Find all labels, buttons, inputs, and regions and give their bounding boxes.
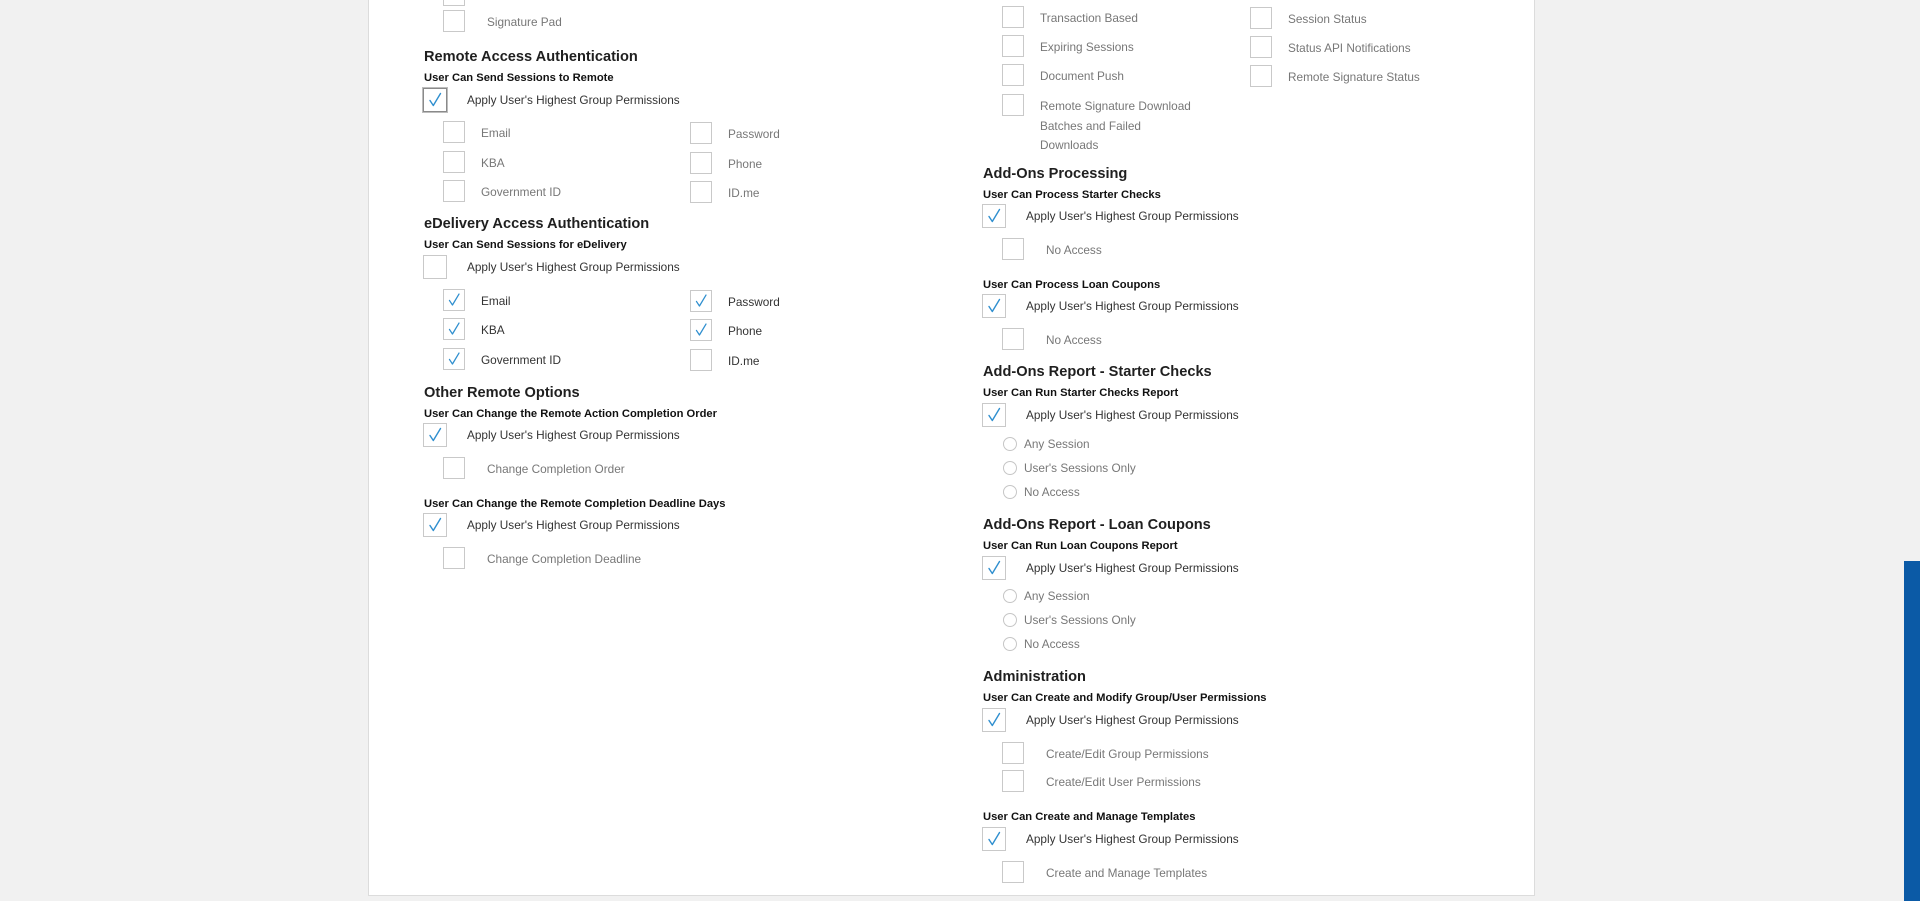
deadline-days-subtitle: User Can Change the Remote Completion Deadline Days [424, 498, 726, 510]
remote-password-label: Password [728, 127, 780, 141]
edelivery-idme-checkbox[interactable] [690, 349, 712, 371]
process-starter-checks-subtitle: User Can Process Starter Checks [983, 189, 1161, 201]
report-loan-users-only-label: User's Sessions Only [1024, 613, 1136, 627]
edelivery-gov-id-checkbox[interactable] [443, 348, 465, 370]
checkmark-icon [424, 424, 446, 446]
create-manage-templates-label: Create and Manage Templates [1046, 866, 1208, 880]
checkmark-icon [983, 205, 1005, 227]
transaction-based-label: Transaction Based [1040, 11, 1138, 25]
starter-checks-no-access-label: No Access [1046, 243, 1102, 257]
edelivery-password-checkbox[interactable] [690, 290, 712, 312]
report-loan-any-session-label: Any Session [1024, 589, 1090, 603]
report-loan-any-session-radio[interactable] [1003, 589, 1017, 603]
checkmark-icon [691, 320, 711, 340]
manage-templates-apply-label: Apply User's Highest Group Permissions [1026, 832, 1239, 846]
checkmark-icon [444, 319, 464, 339]
edelivery-idme-label: ID.me [728, 354, 760, 368]
loan-coupons-no-access-checkbox[interactable] [1002, 328, 1024, 350]
deadline-apply-label: Apply User's Highest Group Permissions [467, 518, 680, 532]
edelivery-phone-checkbox[interactable] [690, 319, 712, 341]
checkmark-icon [983, 404, 1005, 426]
edelivery-apply-highest-label: Apply User's Highest Group Permissions [467, 260, 680, 274]
report-starter-no-access-radio[interactable] [1003, 485, 1017, 499]
change-completion-deadline-label: Change Completion Deadline [487, 552, 642, 566]
transaction-based-checkbox[interactable] [1002, 6, 1024, 28]
report-loan-apply-checkbox[interactable] [982, 556, 1006, 580]
report-loan-subtitle: User Can Run Loan Coupons Report [983, 540, 1178, 552]
remote-idme-label: ID.me [728, 186, 760, 200]
deadline-apply-checkbox[interactable] [423, 513, 447, 537]
edelivery-subtitle: User Can Send Sessions for eDelivery [424, 239, 627, 251]
checkmark-icon [424, 89, 446, 111]
modify-permissions-subtitle: User Can Create and Modify Group/User Permissions [983, 692, 1267, 704]
scrollbar-thumb[interactable] [1904, 561, 1920, 901]
edelivery-kba-checkbox[interactable] [443, 318, 465, 340]
administration-title: Administration [983, 669, 1086, 685]
other-remote-title: Other Remote Options [424, 385, 580, 401]
signature-pad-checkbox[interactable] [443, 10, 465, 32]
checkmark-icon [424, 514, 446, 536]
create-edit-user-permissions-label: Create/Edit User Permissions [1046, 775, 1201, 789]
loan-coupons-apply-checkbox[interactable] [982, 294, 1006, 318]
completion-order-apply-checkbox[interactable] [423, 423, 447, 447]
modify-permissions-apply-label: Apply User's Highest Group Permissions [1026, 713, 1239, 727]
edelivery-email-label: Email [481, 294, 511, 308]
expiring-sessions-checkbox[interactable] [1002, 35, 1024, 57]
report-starter-title: Add-Ons Report - Starter Checks [983, 364, 1212, 380]
edelivery-gov-id-label: Government ID [481, 353, 561, 367]
remote-signature-download-label-1: Remote Signature Download [1040, 99, 1191, 113]
process-loan-coupons-subtitle: User Can Process Loan Coupons [983, 279, 1161, 291]
edelivery-phone-label: Phone [728, 324, 763, 338]
document-push-checkbox[interactable] [1002, 64, 1024, 86]
remote-apply-highest-label: Apply User's Highest Group Permissions [467, 93, 680, 107]
edelivery-apply-highest-checkbox[interactable] [423, 255, 447, 279]
session-status-checkbox[interactable] [1250, 7, 1272, 29]
starter-checks-apply-label: Apply User's Highest Group Permissions [1026, 209, 1239, 223]
remote-password-checkbox[interactable] [690, 122, 712, 144]
remote-phone-checkbox[interactable] [690, 152, 712, 174]
document-push-label: Document Push [1040, 69, 1124, 83]
create-manage-templates-checkbox[interactable] [1002, 861, 1024, 883]
remote-access-title: Remote Access Authentication [424, 49, 638, 65]
report-starter-any-session-radio[interactable] [1003, 437, 1017, 451]
report-loan-no-access-radio[interactable] [1003, 637, 1017, 651]
remote-signature-status-checkbox[interactable] [1250, 65, 1272, 87]
remote-access-subtitle: User Can Send Sessions to Remote [424, 72, 614, 84]
remote-apply-highest-checkbox[interactable] [423, 88, 447, 112]
manage-templates-apply-checkbox[interactable] [982, 827, 1006, 851]
status-api-notifications-checkbox[interactable] [1250, 36, 1272, 58]
report-loan-title: Add-Ons Report - Loan Coupons [983, 517, 1211, 533]
completion-order-apply-label: Apply User's Highest Group Permissions [467, 428, 680, 442]
checkmark-icon [983, 295, 1005, 317]
addons-processing-title: Add-Ons Processing [983, 166, 1128, 182]
checkmark-icon [983, 557, 1005, 579]
report-loan-apply-label: Apply User's Highest Group Permissions [1026, 561, 1239, 575]
remote-signature-download-label-2: Batches and Failed [1040, 119, 1141, 133]
change-completion-order-label: Change Completion Order [487, 462, 625, 476]
edelivery-password-label: Password [728, 295, 780, 309]
top-cut-checkbox[interactable] [443, 0, 465, 6]
remote-kba-label: KBA [481, 156, 505, 170]
create-edit-group-permissions-label: Create/Edit Group Permissions [1046, 747, 1209, 761]
manage-templates-subtitle: User Can Create and Manage Templates [983, 811, 1196, 823]
edelivery-email-checkbox[interactable] [443, 289, 465, 311]
report-starter-apply-checkbox[interactable] [982, 403, 1006, 427]
signature-pad-label: Signature Pad [487, 15, 562, 29]
report-starter-subtitle: User Can Run Starter Checks Report [983, 387, 1179, 399]
checkmark-icon [691, 291, 711, 311]
create-edit-user-permissions-checkbox[interactable] [1002, 770, 1024, 792]
report-starter-users-only-radio[interactable] [1003, 461, 1017, 475]
report-starter-any-session-label: Any Session [1024, 437, 1090, 451]
report-starter-users-only-label: User's Sessions Only [1024, 461, 1136, 475]
remote-idme-checkbox[interactable] [690, 181, 712, 203]
change-completion-order-checkbox[interactable] [443, 457, 465, 479]
change-completion-deadline-checkbox[interactable] [443, 547, 465, 569]
remote-phone-label: Phone [728, 157, 763, 171]
expiring-sessions-label: Expiring Sessions [1040, 40, 1134, 54]
report-starter-apply-label: Apply User's Highest Group Permissions [1026, 408, 1239, 422]
remote-kba-checkbox[interactable] [443, 151, 465, 173]
remote-email-checkbox[interactable] [443, 121, 465, 143]
report-loan-users-only-radio[interactable] [1003, 613, 1017, 627]
remote-email-label: Email [481, 126, 511, 140]
modify-permissions-apply-checkbox[interactable] [982, 708, 1006, 732]
edelivery-title: eDelivery Access Authentication [424, 216, 650, 232]
checkmark-icon [444, 290, 464, 310]
session-status-label: Session Status [1288, 12, 1367, 26]
report-loan-no-access-label: No Access [1024, 637, 1080, 651]
completion-order-subtitle: User Can Change the Remote Action Completion Order [424, 408, 717, 420]
loan-coupons-no-access-label: No Access [1046, 333, 1102, 347]
permissions-panel [368, 0, 1535, 896]
remote-signature-download-label-3: Downloads [1040, 138, 1099, 152]
checkmark-icon [983, 709, 1005, 731]
loan-coupons-apply-label: Apply User's Highest Group Permissions [1026, 299, 1239, 313]
create-edit-group-permissions-checkbox[interactable] [1002, 742, 1024, 764]
report-starter-no-access-label: No Access [1024, 485, 1080, 499]
remote-signature-status-label: Remote Signature Status [1288, 70, 1420, 84]
remote-signature-download-checkbox[interactable] [1002, 94, 1024, 116]
starter-checks-no-access-checkbox[interactable] [1002, 238, 1024, 260]
checkmark-icon [983, 828, 1005, 850]
status-api-notifications-label: Status API Notifications [1288, 41, 1411, 55]
checkmark-icon [444, 349, 464, 369]
remote-gov-id-checkbox[interactable] [443, 180, 465, 202]
edelivery-kba-label: KBA [481, 323, 505, 337]
remote-gov-id-label: Government ID [481, 185, 561, 199]
starter-checks-apply-checkbox[interactable] [982, 204, 1006, 228]
